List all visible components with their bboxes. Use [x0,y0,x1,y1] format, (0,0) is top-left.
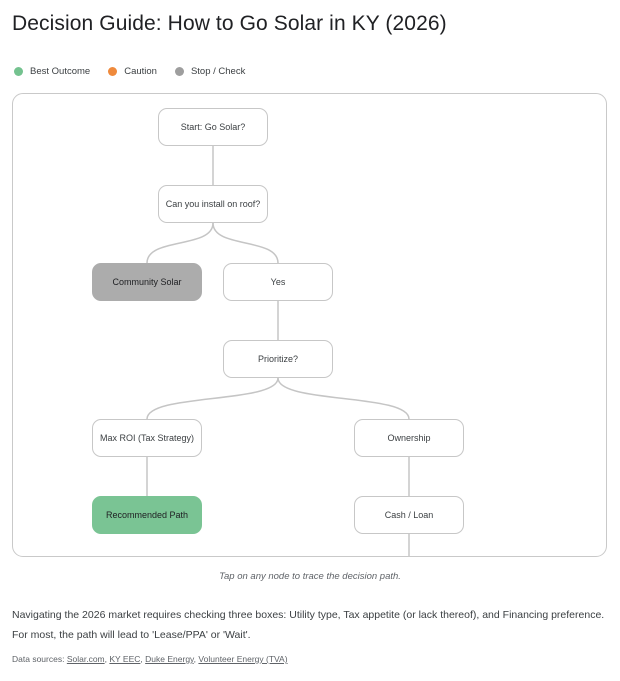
flow-node-yes[interactable]: Yes [223,263,333,301]
source-link-volunteer-energy-tva[interactable]: Volunteer Energy (TVA) [198,654,288,664]
sources-links: Solar.com, KY EEC, Duke Energy, Volunteer Energy (TVA) [66,654,288,664]
legend-label-caution: Caution [124,66,157,77]
description-text: Navigating the 2026 market requires checking three boxes: Utility type, Tax appetite (or lack thereof), and Financing preference. For most, the path will lead to 'Lease/PPA' or 'Wait'. [12,609,605,641]
flow-connector-prioritize-ownership [278,378,409,419]
flow-connector-install-community [147,223,213,263]
source-link-duke-energy[interactable]: Duke Energy [145,654,194,664]
legend-item-stop-check [175,66,245,77]
legend [14,66,245,77]
flow-node-ownership[interactable]: Ownership [354,419,464,457]
legend-item-best-outcome [14,66,90,77]
flow-connector-prioritize-maxroi [147,378,278,419]
best-outcome-dot-icon [14,67,23,76]
legend-item-caution [108,66,157,77]
source-link-ky-eec[interactable]: KY EEC [109,654,141,664]
flowchart-panel [12,93,607,557]
flow-connectors [13,94,606,556]
flow-node-community[interactable]: Community Solar [92,263,202,301]
flow-connector-install-yes [213,223,278,263]
data-sources [12,654,608,664]
flow-node-install[interactable]: Can you install on roof? [158,185,268,223]
flow-node-cash[interactable]: Cash / Loan [354,496,464,534]
legend-label-stop-check: Stop / Check [190,66,246,77]
source-link-solar-com[interactable]: Solar.com [66,654,105,664]
flow-node-prioritize[interactable]: Prioritize? [223,340,333,378]
flow-node-recommended[interactable]: Recommended Path [92,496,202,534]
data-sources-label: Data sources: [12,654,65,664]
page-title: Decision Guide: How to Go Solar in KY (2026) [12,12,447,35]
flow-caption: Tap on any node to trace the decision path. [219,571,401,582]
flow-node-start[interactable]: Start: Go Solar? [158,108,268,146]
flow-node-maxroi[interactable]: Max ROI (Tax Strategy) [92,419,202,457]
legend-label-best-outcome: Best Outcome [30,66,91,77]
stop-check-dot-icon [175,67,184,76]
caution-dot-icon [108,67,117,76]
